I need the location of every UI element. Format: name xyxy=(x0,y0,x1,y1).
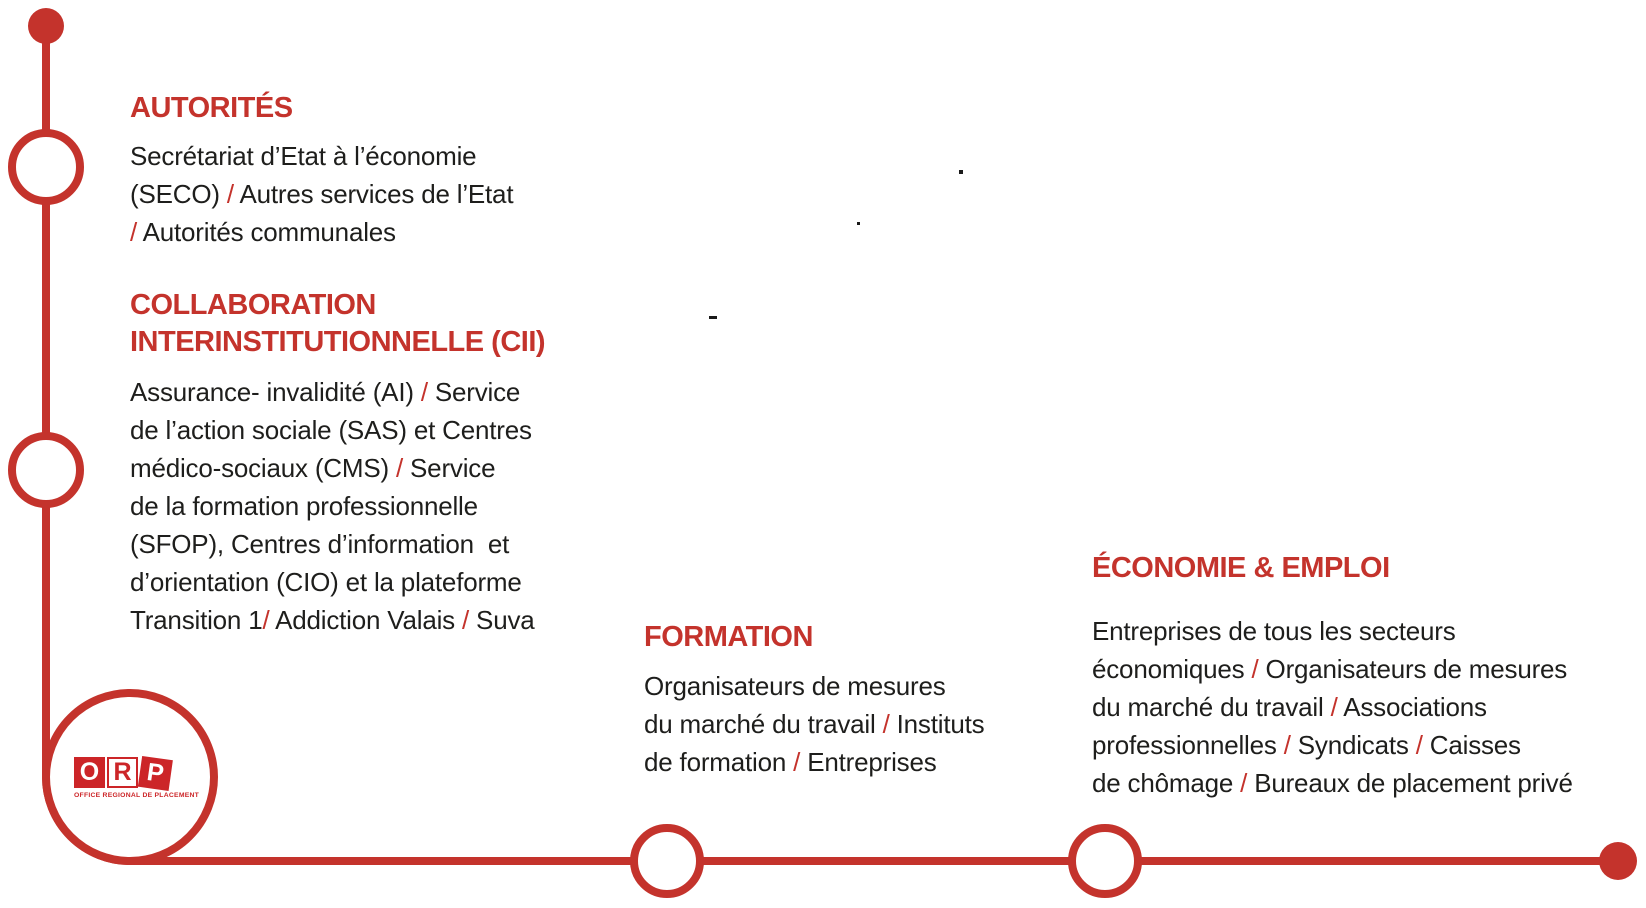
print-speck xyxy=(959,170,963,174)
node-circle-cii xyxy=(12,436,80,504)
orp-logo-letter-o: O xyxy=(74,757,105,788)
section-heading-economie: ÉCONOMIE & EMPLOI xyxy=(1092,552,1390,584)
section-body-autorites: Secrétariat d’Etat à l’économie (SECO) / Autres services de l’Etat / Autorités communales xyxy=(130,141,514,247)
print-speck xyxy=(857,222,860,225)
orp-logo-tiles xyxy=(74,757,194,788)
section-body-cii: Assurance- invalidité (AI) / Service de l’action sociale (SAS) et Centres médico-sociaux (CMS) / Service de la formation professionnelle (SFOP), Centres d’information et d’orientation (CIO) et la plateforme Transition 1/ Addiction Valais / Suva xyxy=(130,377,535,635)
end-dot-icon xyxy=(1599,842,1637,880)
node-circle-economie xyxy=(1072,828,1138,894)
orp-logo-letter-r: R xyxy=(107,757,138,788)
start-dot-icon xyxy=(28,8,64,44)
section-body-economie: Entreprises de tous les secteurs économiques / Organisateurs de mesures du marché du travail / Associations professionnelles / Syndicats / Caisses de chômage / Bureaux de placement privé xyxy=(1092,616,1573,798)
section-heading-cii: COLLABORATION INTERINSTITUTIONNELLE (CII) xyxy=(130,289,546,358)
print-speck xyxy=(709,316,717,319)
node-circle-autorites xyxy=(12,133,80,201)
node-circle-formation xyxy=(634,828,700,894)
orp-logo-letter-p: P xyxy=(138,756,173,791)
section-heading-formation: FORMATION xyxy=(644,621,813,653)
orp-logo xyxy=(74,757,200,799)
orp-logo-tagline: OFFICE REGIONAL DE PLACEMENT xyxy=(74,792,200,799)
section-heading-autorites: AUTORITÉS xyxy=(130,92,293,124)
section-body-formation: Organisateurs de mesures du marché du travail / Instituts de formation / Entreprises xyxy=(644,671,985,777)
